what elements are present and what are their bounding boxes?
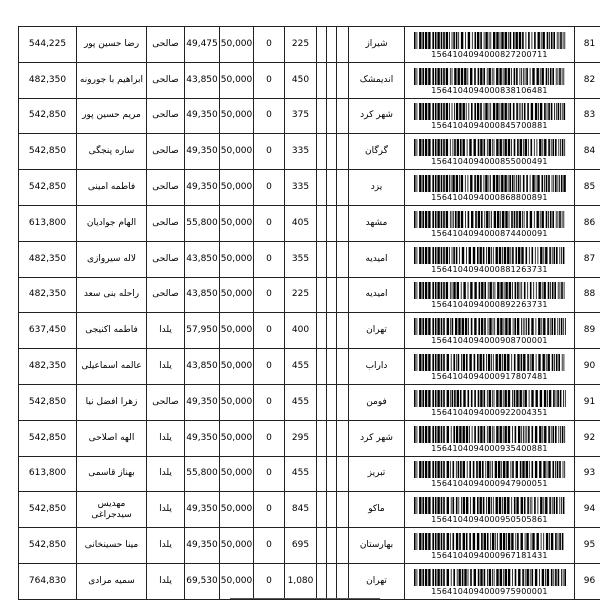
amount-a-cell: 57,950 — [185, 313, 220, 349]
amount-d-cell: 335 — [285, 170, 317, 206]
blank-cell — [327, 27, 337, 63]
amount-b-cell: 50,000 — [220, 277, 254, 313]
recipient-name-cell: عالمه اسماعیلی — [77, 349, 147, 385]
row-number-cell: 83 — [575, 98, 600, 134]
tracking-number: 1564104094000917807481 — [431, 372, 548, 382]
barcode-graphic — [412, 497, 568, 514]
row-number-cell: 91 — [575, 384, 600, 420]
amount-c-cell: 0 — [254, 170, 285, 206]
amount-d-cell: 225 — [285, 27, 317, 63]
tracking-number: 1564104094000855000491 — [431, 157, 548, 167]
amount-b-cell: 50,000 — [220, 170, 254, 206]
blank-cell — [317, 384, 327, 420]
city-cell: یزد — [349, 170, 405, 206]
sender-cell: صالحی — [147, 241, 185, 277]
page-bottom-rule — [230, 598, 380, 599]
total-amount-cell: 482,350 — [19, 62, 77, 98]
recipient-name-cell: رضا حسین پور — [77, 27, 147, 63]
amount-c-cell: 0 — [254, 420, 285, 456]
table-row — [19, 134, 600, 170]
tracking-code-cell — [405, 241, 575, 277]
sender-cell: یلدا — [147, 456, 185, 492]
blank-cell — [327, 98, 337, 134]
total-amount-cell: 613,800 — [19, 205, 77, 241]
amount-a-cell: 43,850 — [185, 62, 220, 98]
table-row — [19, 205, 600, 241]
amount-d-cell: 295 — [285, 420, 317, 456]
amount-a-cell: 49,350 — [185, 492, 220, 528]
blank-cell — [337, 170, 349, 206]
total-amount-cell: 542,850 — [19, 528, 77, 564]
amount-b-cell: 50,000 — [220, 62, 254, 98]
amount-d-cell: 455 — [285, 384, 317, 420]
blank-cell — [337, 528, 349, 564]
row-number-cell: 92 — [575, 420, 600, 456]
recipient-name-cell: زهرا افضل نیا — [77, 384, 147, 420]
blank-cell — [337, 134, 349, 170]
recipient-name-cell: مریم حسین پور — [77, 98, 147, 134]
amount-b-cell: 50,000 — [220, 384, 254, 420]
recipient-name-cell: لاله سیروازی — [77, 241, 147, 277]
tracking-code-cell — [405, 277, 575, 313]
recipient-name-cell: مینا حسینخانی — [77, 528, 147, 564]
amount-d-cell: 335 — [285, 134, 317, 170]
barcode-graphic — [412, 139, 568, 156]
amount-b-cell: 50,000 — [220, 456, 254, 492]
amount-a-cell: 49,350 — [185, 98, 220, 134]
total-amount-cell: 637,450 — [19, 313, 77, 349]
city-cell: فومن — [349, 384, 405, 420]
tracking-number: 1564104094000845700881 — [431, 121, 548, 131]
table-body — [19, 27, 600, 600]
blank-cell — [317, 205, 327, 241]
blank-cell — [337, 456, 349, 492]
blank-cell — [327, 384, 337, 420]
amount-c-cell: 0 — [254, 205, 285, 241]
blank-cell — [317, 62, 327, 98]
recipient-name-cell: راحله بنی سعد — [77, 277, 147, 313]
row-number-cell: 84 — [575, 134, 600, 170]
tracking-number: 1564104094000892263731 — [431, 300, 548, 310]
amount-b-cell: 50,000 — [220, 563, 254, 599]
tracking-code-cell — [405, 456, 575, 492]
barcode-graphic — [412, 318, 568, 335]
city-cell: بهارستان — [349, 528, 405, 564]
amount-c-cell: 0 — [254, 241, 285, 277]
blank-cell — [327, 349, 337, 385]
tracking-number: 1564104094000874400091 — [431, 228, 548, 238]
barcode-graphic — [412, 211, 568, 228]
amount-c-cell: 0 — [254, 134, 285, 170]
blank-cell — [327, 456, 337, 492]
tracking-number: 1564104094000975900001 — [431, 586, 548, 596]
amount-d-cell: 845 — [285, 492, 317, 528]
city-cell: تهران — [349, 563, 405, 599]
blank-cell — [317, 349, 327, 385]
amount-c-cell: 0 — [254, 384, 285, 420]
table-row — [19, 563, 600, 599]
blank-cell — [337, 384, 349, 420]
tracking-number: 1564104094000922004351 — [431, 407, 548, 417]
blank-cell — [317, 98, 327, 134]
row-number-cell: 89 — [575, 313, 600, 349]
amount-d-cell: 1,080 — [285, 563, 317, 599]
sender-cell: صالحی — [147, 170, 185, 206]
amount-a-cell: 49,350 — [185, 384, 220, 420]
blank-cell — [337, 277, 349, 313]
city-cell: گرگان — [349, 134, 405, 170]
total-amount-cell: 613,800 — [19, 456, 77, 492]
table-row — [19, 98, 600, 134]
sender-cell: صالحی — [147, 62, 185, 98]
blank-cell — [317, 492, 327, 528]
barcode-graphic — [412, 390, 568, 407]
tracking-code-cell — [405, 563, 575, 599]
table-row — [19, 62, 600, 98]
blank-cell — [337, 313, 349, 349]
total-amount-cell: 482,350 — [19, 241, 77, 277]
sender-cell: یلدا — [147, 313, 185, 349]
barcode-graphic — [412, 354, 568, 371]
total-amount-cell: 542,850 — [19, 98, 77, 134]
blank-cell — [317, 170, 327, 206]
tracking-number: 1564104094000838106481 — [431, 85, 548, 95]
amount-a-cell: 49,475 — [185, 27, 220, 63]
amount-d-cell: 405 — [285, 205, 317, 241]
blank-cell — [337, 98, 349, 134]
blank-cell — [327, 62, 337, 98]
amount-c-cell: 0 — [254, 456, 285, 492]
blank-cell — [317, 563, 327, 599]
amount-b-cell: 50,000 — [220, 98, 254, 134]
sender-cell: صالحی — [147, 384, 185, 420]
amount-b-cell: 50,000 — [220, 420, 254, 456]
blank-cell — [337, 205, 349, 241]
tracking-code-cell — [405, 313, 575, 349]
amount-c-cell: 0 — [254, 277, 285, 313]
row-number-cell: 93 — [575, 456, 600, 492]
row-number-cell: 95 — [575, 528, 600, 564]
city-cell: داراب — [349, 349, 405, 385]
blank-cell — [317, 134, 327, 170]
amount-c-cell: 0 — [254, 349, 285, 385]
amount-d-cell: 695 — [285, 528, 317, 564]
total-amount-cell: 542,850 — [19, 134, 77, 170]
amount-a-cell: 43,850 — [185, 241, 220, 277]
recipient-name-cell: مهدیس سیدجراغی — [77, 492, 147, 528]
amount-d-cell: 400 — [285, 313, 317, 349]
amount-d-cell: 225 — [285, 277, 317, 313]
amount-a-cell: 55,800 — [185, 205, 220, 241]
recipient-name-cell: بهناز قاسمی — [77, 456, 147, 492]
city-cell: شهر کرد — [349, 98, 405, 134]
tracking-code-cell — [405, 62, 575, 98]
row-number-cell: 90 — [575, 349, 600, 385]
recipient-name-cell: الهام جوادیان — [77, 205, 147, 241]
amount-b-cell: 50,000 — [220, 313, 254, 349]
blank-cell — [327, 492, 337, 528]
row-number-cell: 94 — [575, 492, 600, 528]
shipment-table — [18, 26, 600, 600]
sender-cell: صالحی — [147, 98, 185, 134]
row-number-cell: 96 — [575, 563, 600, 599]
tracking-code-cell — [405, 528, 575, 564]
blank-cell — [337, 492, 349, 528]
blank-cell — [327, 528, 337, 564]
blank-cell — [337, 62, 349, 98]
city-cell: اندیمشک — [349, 62, 405, 98]
sender-cell: صالحی — [147, 277, 185, 313]
blank-cell — [337, 349, 349, 385]
total-amount-cell: 544,225 — [19, 27, 77, 63]
table-row — [19, 349, 600, 385]
table-row — [19, 528, 600, 564]
blank-cell — [327, 420, 337, 456]
city-cell: شیراز — [349, 27, 405, 63]
total-amount-cell: 542,850 — [19, 492, 77, 528]
table-row — [19, 456, 600, 492]
tracking-code-cell — [405, 170, 575, 206]
blank-cell — [317, 277, 327, 313]
amount-c-cell: 0 — [254, 528, 285, 564]
total-amount-cell: 482,350 — [19, 277, 77, 313]
total-amount-cell: 482,350 — [19, 349, 77, 385]
table-row — [19, 492, 600, 528]
total-amount-cell: 542,850 — [19, 384, 77, 420]
blank-cell — [337, 27, 349, 63]
barcode-graphic — [412, 533, 568, 550]
amount-a-cell: 69,530 — [185, 563, 220, 599]
amount-a-cell: 43,850 — [185, 277, 220, 313]
tracking-code-cell — [405, 349, 575, 385]
city-cell: تهران — [349, 313, 405, 349]
table-row — [19, 313, 600, 349]
table-row — [19, 27, 600, 63]
table-row — [19, 170, 600, 206]
amount-b-cell: 50,000 — [220, 134, 254, 170]
city-cell: مشهد — [349, 205, 405, 241]
blank-cell — [327, 241, 337, 277]
total-amount-cell: 542,850 — [19, 420, 77, 456]
blank-cell — [327, 313, 337, 349]
amount-a-cell: 49,350 — [185, 170, 220, 206]
city-cell: شهر کرد — [349, 420, 405, 456]
amount-b-cell: 50,000 — [220, 349, 254, 385]
recipient-name-cell: سمیه مرادی — [77, 563, 147, 599]
amount-a-cell: 49,350 — [185, 528, 220, 564]
sender-cell: یلدا — [147, 492, 185, 528]
recipient-name-cell: الهه اصلاحی — [77, 420, 147, 456]
amount-b-cell: 50,000 — [220, 492, 254, 528]
recipient-name-cell: ساره پنجگی — [77, 134, 147, 170]
row-number-cell: 86 — [575, 205, 600, 241]
tracking-number: 1564104094000827200711 — [431, 49, 548, 59]
recipient-name-cell: فاطمه امینی — [77, 170, 147, 206]
barcode-graphic — [412, 426, 568, 443]
blank-cell — [317, 313, 327, 349]
tracking-number: 1564104094000950505861 — [431, 515, 548, 525]
tracking-number: 1564104094000947900051 — [431, 479, 548, 489]
city-cell: ماکو — [349, 492, 405, 528]
sender-cell: یلدا — [147, 528, 185, 564]
amount-a-cell: 49,350 — [185, 420, 220, 456]
amount-d-cell: 355 — [285, 241, 317, 277]
row-number-cell: 82 — [575, 62, 600, 98]
amount-c-cell: 0 — [254, 98, 285, 134]
sender-cell: صالحی — [147, 205, 185, 241]
blank-cell — [327, 134, 337, 170]
tracking-number: 1564104094000868800891 — [431, 193, 548, 203]
barcode-graphic — [412, 175, 568, 192]
amount-d-cell: 455 — [285, 456, 317, 492]
barcode-graphic — [412, 569, 568, 586]
tracking-number: 1564104094000935400881 — [431, 443, 548, 453]
amount-a-cell: 49,350 — [185, 134, 220, 170]
amount-d-cell: 375 — [285, 98, 317, 134]
tracking-number: 1564104094000881263731 — [431, 264, 548, 274]
blank-cell — [317, 241, 327, 277]
blank-cell — [317, 528, 327, 564]
amount-b-cell: 50,000 — [220, 528, 254, 564]
row-number-cell: 85 — [575, 170, 600, 206]
amount-c-cell: 0 — [254, 313, 285, 349]
total-amount-cell: 542,850 — [19, 170, 77, 206]
blank-cell — [337, 420, 349, 456]
tracking-code-cell — [405, 134, 575, 170]
sender-cell: یلدا — [147, 420, 185, 456]
blank-cell — [337, 563, 349, 599]
blank-cell — [317, 420, 327, 456]
sender-cell: صالحی — [147, 134, 185, 170]
amount-a-cell: 55,800 — [185, 456, 220, 492]
tracking-code-cell — [405, 384, 575, 420]
blank-cell — [327, 170, 337, 206]
amount-b-cell: 50,000 — [220, 27, 254, 63]
sender-cell: یلدا — [147, 563, 185, 599]
amount-a-cell: 43,850 — [185, 349, 220, 385]
blank-cell — [327, 563, 337, 599]
blank-cell — [327, 277, 337, 313]
tracking-code-cell — [405, 492, 575, 528]
row-number-cell: 88 — [575, 277, 600, 313]
barcode-graphic — [412, 247, 568, 264]
city-cell: تبریز — [349, 456, 405, 492]
amount-c-cell: 0 — [254, 62, 285, 98]
amount-d-cell: 455 — [285, 349, 317, 385]
barcode-graphic — [412, 461, 568, 478]
sender-cell: یلدا — [147, 349, 185, 385]
blank-cell — [327, 205, 337, 241]
blank-cell — [317, 27, 327, 63]
amount-c-cell: 0 — [254, 492, 285, 528]
recipient-name-cell: ابراهیم با جورونه — [77, 62, 147, 98]
tracking-code-cell — [405, 27, 575, 63]
tracking-code-cell — [405, 205, 575, 241]
tracking-number: 1564104094000967181431 — [431, 551, 548, 561]
city-cell: امیدیه — [349, 241, 405, 277]
barcode-graphic — [412, 282, 568, 299]
barcode-graphic — [412, 103, 568, 120]
barcode-graphic — [412, 68, 568, 85]
barcode-graphic — [412, 32, 568, 49]
total-amount-cell: 764,830 — [19, 563, 77, 599]
table-row — [19, 241, 600, 277]
sender-cell: صالحی — [147, 27, 185, 63]
table-row — [19, 420, 600, 456]
row-number-cell: 81 — [575, 27, 600, 63]
amount-b-cell: 50,000 — [220, 241, 254, 277]
amount-c-cell: 0 — [254, 27, 285, 63]
table-row — [19, 384, 600, 420]
table-row — [19, 277, 600, 313]
amount-d-cell: 450 — [285, 62, 317, 98]
blank-cell — [337, 241, 349, 277]
row-number-cell: 87 — [575, 241, 600, 277]
recipient-name-cell: فاطمه اکنیجی — [77, 313, 147, 349]
tracking-number: 1564104094000908700001 — [431, 336, 548, 346]
amount-b-cell: 50,000 — [220, 205, 254, 241]
blank-cell — [317, 456, 327, 492]
tracking-code-cell — [405, 98, 575, 134]
city-cell: امیدیه — [349, 277, 405, 313]
amount-c-cell: 0 — [254, 563, 285, 599]
tracking-code-cell — [405, 420, 575, 456]
